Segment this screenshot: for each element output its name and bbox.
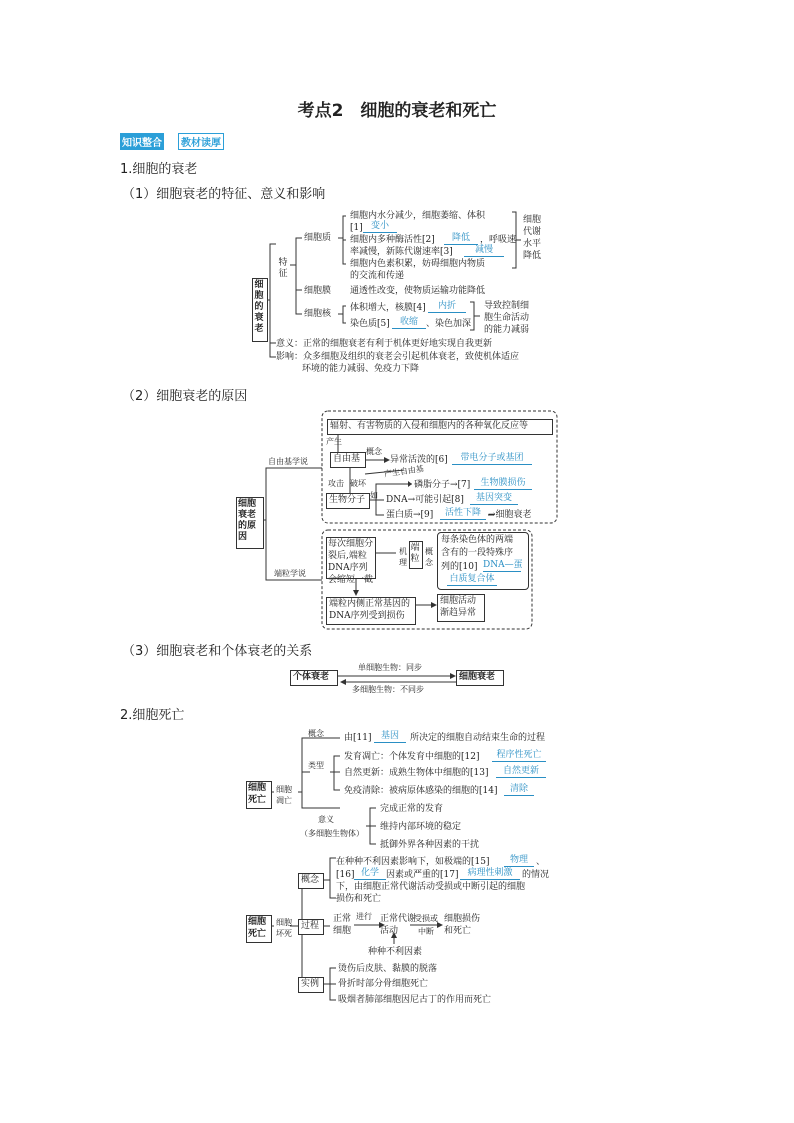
free-radical-label: 自由基 xyxy=(333,454,361,464)
adverse-factors-label: 种种不利因素 xyxy=(368,947,423,957)
concept-label-2: 概念 xyxy=(425,547,433,567)
significance-2: 维持内部环境的稳定 xyxy=(380,822,462,832)
nucleus-line2: 染色质[5] xyxy=(350,319,390,329)
apoptosis-label: 细胞凋亡 xyxy=(276,785,292,805)
influence-text2: 环境的能力减弱、免疫力下降 xyxy=(302,364,420,374)
side-note-control-a: 导致控制细 xyxy=(484,301,530,311)
apoptosis-root-label: 细胞死亡 xyxy=(248,783,267,805)
telomere-def2: 含有的一段特殊序 xyxy=(441,548,514,558)
answer-10b: 白质复合体 xyxy=(447,573,497,586)
injury-death-label: 细胞损伤和死亡 xyxy=(444,914,481,936)
phospholipid-text: 磷脂分子→[7] xyxy=(414,480,471,490)
apoptosis-type-label: 类型 xyxy=(308,761,324,770)
significance-scope: （多细胞生物体） xyxy=(300,829,364,838)
influence-text1: 影响：众多细胞及组织的衰老会引起机体衰老，致使机体适应 xyxy=(276,352,520,362)
proceed-label: 进行 xyxy=(356,912,372,921)
answer-16: 化学 xyxy=(354,867,386,880)
necrosis-def3: 下，由细胞正常代谢活动受损或中断引起的细胞 xyxy=(336,882,526,892)
produce-radical-label: 产生自由基 xyxy=(383,464,425,479)
telomere-box2-text: 端粒内侧正常基因的DNA序列受到损伤 xyxy=(329,599,411,621)
subheading-relation: （3）细胞衰老和个体衰老的关系 xyxy=(122,644,313,659)
subheading-causes: （2）细胞衰老的原因 xyxy=(122,389,248,404)
feature-line3: 率减慢，新陈代谢速率[3] xyxy=(350,247,453,257)
example-2: 骨折时部分骨细胞死亡 xyxy=(338,979,429,989)
significance-1: 完成正常的发育 xyxy=(380,804,444,814)
concept-label-1: 概念 xyxy=(366,447,382,456)
apoptosis-concept-label: 概念 xyxy=(308,729,324,738)
attack-label: 攻击 xyxy=(328,479,344,488)
biomolecule-label: 生物分子 xyxy=(329,495,366,505)
answer-3: 减慢 xyxy=(464,244,504,257)
significance-text: 意义：正常的细胞衰老有利于机体更好地实现自我更新 xyxy=(276,339,493,349)
answer-11: 基因 xyxy=(374,730,406,743)
tag-textbook: 教材读厚 xyxy=(178,133,224,150)
active-molecule-text: 异常活泼的[6] xyxy=(390,455,448,465)
necrosis-concept-label: 概念 xyxy=(301,875,320,885)
answer-17: 病理性刺激 xyxy=(460,867,520,880)
xibaozhi-label: 细胞质 xyxy=(304,233,332,243)
subheading-features: （1）细胞衰老的特征、意义和影响 xyxy=(122,187,326,202)
apoptosis-concept-text2: 所决定的细胞自动结束生命的过程 xyxy=(410,733,546,743)
answer-13: 自然更新 xyxy=(496,765,546,778)
radiation-text: 辐射、有害物质的入侵和细胞内的各种氧化反应等 xyxy=(330,421,529,431)
feature-line1: 细胞内水分减少，细胞萎缩、体积 xyxy=(350,211,486,221)
necrosis-def4: 损伤和死亡 xyxy=(336,894,382,904)
apoptosis-concept-text: 由[11] xyxy=(344,733,372,743)
answer-10a: DNA—蛋 xyxy=(483,560,523,570)
page-title: 考点2 细胞的衰老和死亡 xyxy=(297,101,497,121)
answer-7: 生物膜损伤 xyxy=(474,477,532,490)
normal-cell-label: 正常细胞 xyxy=(333,914,352,936)
side-note-control-b: 胞生命活动 xyxy=(484,313,530,323)
necrosis-def1b: 、 xyxy=(536,857,546,867)
answer-2: 降低 xyxy=(444,232,478,245)
example-3: 吸烟者肺部细胞因尼古丁的作用而死亡 xyxy=(338,995,492,1005)
individual-aging-label: 个体衰老 xyxy=(293,672,330,682)
necrosis-def2b: 因素或严重的[17] xyxy=(386,870,459,880)
dna-text: DNA→可能引起[8] xyxy=(386,495,464,505)
type-renewal: 自然更新：成熟生物体中细胞的[13] xyxy=(344,768,489,778)
xibaohe-label: 细胞核 xyxy=(304,309,332,319)
such-as-label: 如 xyxy=(370,491,378,500)
answer-6: 带电分子或基团 xyxy=(452,452,532,465)
membrane-text: 通透性改变，使物质运输功能降低 xyxy=(350,286,486,296)
type-development: 发育凋亡：个体发育中细胞的[12] xyxy=(344,752,480,762)
produce-label: 产生 xyxy=(326,437,342,446)
answer-8: 基因突变 xyxy=(470,492,518,505)
answer-5: 收缩 xyxy=(392,316,426,329)
nucleus-line2b: 、染色加深 xyxy=(426,319,472,329)
cell-aging-text: →细胞衰老 xyxy=(488,510,532,520)
section-heading-aging: 1.细胞的衰老 xyxy=(120,162,198,177)
answer-1: 变小 xyxy=(363,220,397,233)
necrosis-def1: 在种种不利因素影响下，如极端的[15] xyxy=(336,857,490,867)
mechanism-label: 机理 xyxy=(399,547,407,567)
necrosis-process-label: 过程 xyxy=(301,921,320,931)
root-aging-label: 细胞的衰老 xyxy=(254,280,264,334)
cell-aging-label: 细胞衰老 xyxy=(459,672,496,682)
root-causes-label: 细胞衰老的原因 xyxy=(238,499,257,542)
destroy-label: 破坏 xyxy=(350,479,366,488)
feature-line5: 的交流和传递 xyxy=(350,271,405,281)
feature-line2b: ，呼吸速 xyxy=(480,235,517,245)
necrosis-root-label: 细胞死亡 xyxy=(248,917,267,939)
answer-15: 物理 xyxy=(504,854,534,867)
tezheng-label: 特征 xyxy=(278,258,288,279)
normal-metabolism-label: 正常代谢活动 xyxy=(380,914,417,936)
telomere-theory-label: 端粒学说 xyxy=(274,569,306,578)
example-1: 烫伤后皮肤、黏膜的脱落 xyxy=(338,964,438,974)
feature-line4: 细胞内色素积累，妨碍细胞内物质 xyxy=(350,259,486,269)
type-immune: 免疫清除：被病原体感染的细胞的[14] xyxy=(344,786,498,796)
side-note-control-c: 的能力减弱 xyxy=(484,325,530,335)
answer-4: 内折 xyxy=(428,300,466,313)
free-radical-theory-label: 自由基学说 xyxy=(268,457,308,466)
unicellular-label: 单细胞生物：同步 xyxy=(358,663,422,672)
side-note-metabolism: 细胞代谢水平降低 xyxy=(523,215,542,261)
multicellular-label: 多细胞生物：不同步 xyxy=(352,685,424,694)
significance-3: 抵御外界各种因素的干扰 xyxy=(380,840,480,850)
section-heading-death: 2.细胞死亡 xyxy=(120,708,185,723)
damaged-label: 受损或中断 xyxy=(414,914,438,936)
necrosis-example-label: 实例 xyxy=(301,979,320,989)
answer-14: 清除 xyxy=(504,783,534,796)
telomere-small-label: 端粒 xyxy=(410,543,420,564)
feature-line1b: [1] xyxy=(350,223,363,233)
telomere-def3: 列的[10] xyxy=(441,562,478,572)
answer-12: 程序性死亡 xyxy=(492,749,546,762)
protein-text: 蛋白质→[9] xyxy=(386,510,434,520)
feature-line2: 细胞内多种酶活性[2] xyxy=(350,235,435,245)
necrosis-def2a: [16] xyxy=(336,870,355,880)
telomere-box1-text: 每次细胞分裂后,端粒DNA序列会缩短一截 xyxy=(328,539,374,585)
necrosis-def2c: 的情况 xyxy=(522,870,550,880)
necrosis-label: 细胞坏死 xyxy=(276,918,292,938)
nucleus-line1: 体积增大，核膜[4] xyxy=(350,303,426,313)
telomere-box3-text: 细胞活动渐趋异常 xyxy=(440,596,477,618)
answer-9: 活性下降 xyxy=(440,507,486,520)
telomere-def1: 每条染色体的两端 xyxy=(441,535,514,545)
tag-knowledge: 知识整合 xyxy=(120,133,164,150)
xibaomo-label: 细胞膜 xyxy=(304,286,332,296)
significance-label: 意义 xyxy=(318,815,334,824)
